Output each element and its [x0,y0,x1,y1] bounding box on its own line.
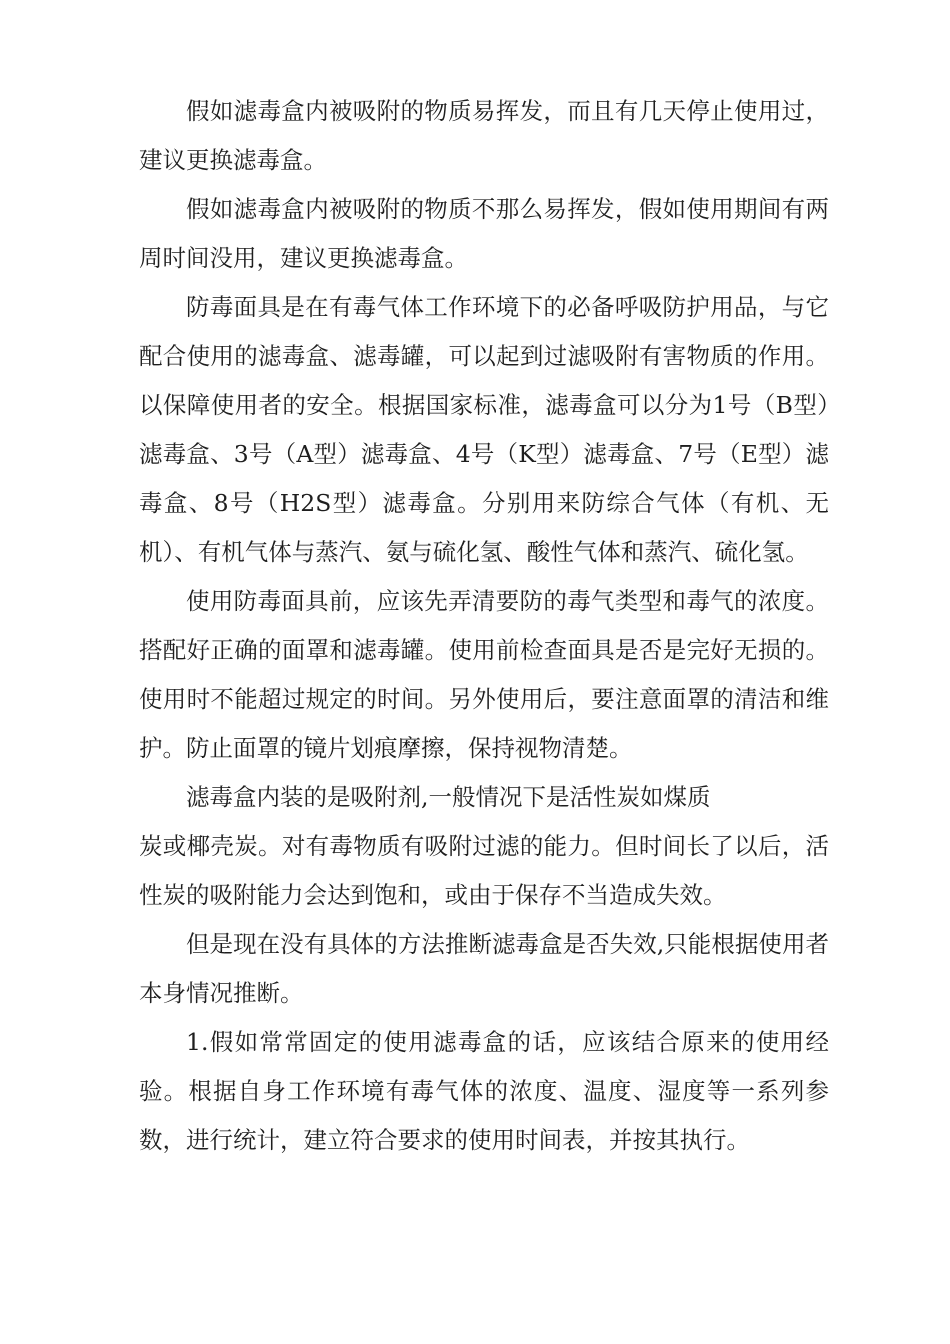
document-body [139,87,829,1165]
paragraph-mask-overview: 防毒面具是在有毒气体工作环境下的必备呼吸防护用品，与它配合使用的滤毒盒、滤毒罐，可以起到过滤吸附有害物质的作用。以保障使用者的安全。根据国家标准，滤毒盒可以分为1号（B型）滤毒盒、3号（A型）滤毒盒、4号（K型）滤毒盒、7号（E型）滤毒盒、8号（H2S型）滤毒盒。分别用来防综合气体（有机、无机）、有机气体与蒸汽、氨与硫化氢、酸性气体和蒸汽、硫化氢。 [139,293,829,566]
paragraph-adsorbent [139,773,829,920]
paragraph-volatile-replace: 假如滤毒盒内被吸附的物质易挥发，而且有几天停止使用过，建议更换滤毒盒。 [139,97,829,174]
paragraph-usage-precautions: 使用防毒面具前，应该先弄清要防的毒气类型和毒气的浓度。搭配好正确的面罩和滤毒罐。使用前检查面具是否是完好无损的。使用时不能超过规定的时间。另外使用后，要注意面罩的清洁和维护。防止面罩的镜片划痕摩擦，保持视物清楚。 [139,587,829,762]
paragraph-adsorbent-rest: 炭或椰壳炭。对有毒物质有吸附过滤的能力。但时间长了以后，活性炭的吸附能力会达到饱和，或由于保存不当造成失效。 [139,832,829,909]
paragraph-item-1: 1.假如常常固定的使用滤毒盒的话，应该结合原来的使用经验。根据自身工作环境有毒气体的浓度、温度、湿度等一系列参数，进行统计，建立符合要求的使用时间表，并按其执行。 [139,1028,829,1154]
paragraph-nonvolatile-replace: 假如滤毒盒内被吸附的物质不那么易挥发，假如使用期间有两周时间没用，建议更换滤毒盒。 [139,195,829,272]
paragraph-no-method: 但是现在没有具体的方法推断滤毒盒是否失效,只能根据使用者本身情况推断。 [139,930,829,1007]
paragraph-adsorbent-first-line: 滤毒盒内装的是吸附剂,一般情况下是活性炭如煤质 [186,783,711,811]
